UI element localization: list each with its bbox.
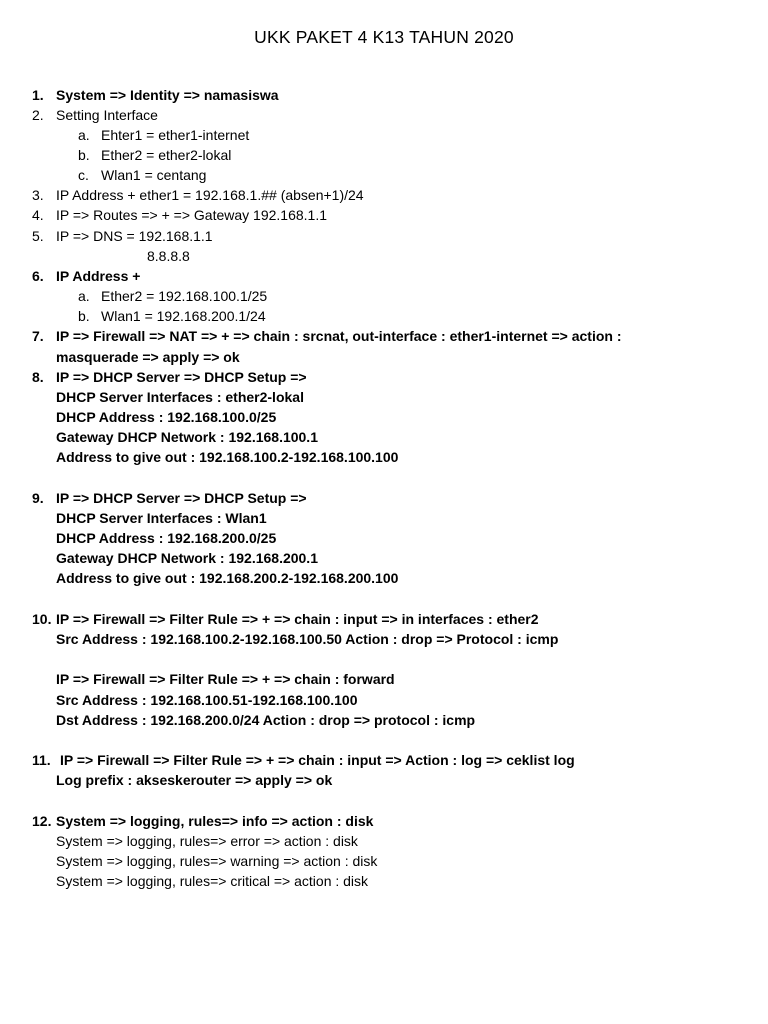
list-number: 11. [32, 752, 51, 768]
list-item-text: Wlan1 = 192.168.200.1/24 [101, 308, 266, 324]
list-item-text: IP => DNS = 192.168.1.1 [56, 228, 213, 244]
list-item-text: Wlan1 = centang [101, 167, 207, 183]
list-item-text: System => logging, rules=> warning => action : disk [56, 853, 378, 869]
list-item-text: IP => Routes => + => Gateway 192.168.1.1 [56, 207, 327, 223]
list-item-text: masquerade => apply => ok [56, 349, 240, 365]
list-item-text: DHCP Address : 192.168.100.0/25 [56, 409, 277, 425]
list-number: 3. [32, 187, 44, 203]
list-item-text: Address to give out : 192.168.100.2-192.168.100.100 [56, 449, 399, 465]
list-item-text: DHCP Server Interfaces : ether2-lokal [56, 389, 304, 405]
list-item-text: Gateway DHCP Network : 192.168.100.1 [56, 429, 318, 445]
list-item-text: System => logging, rules=> error => action : disk [56, 833, 358, 849]
list-number: a. [78, 288, 90, 304]
list-number: 7. [32, 328, 44, 344]
list-item-text: DHCP Server Interfaces : Wlan1 [56, 510, 267, 526]
list-number: 5. [32, 228, 44, 244]
list-item-text: IP => Firewall => NAT => + => chain : srcnat, out-interface : ether1-internet => action : [56, 328, 622, 344]
list-item-text: Ether2 = 192.168.100.1/25 [101, 288, 268, 304]
list-item-text: Gateway DHCP Network : 192.168.200.1 [56, 550, 318, 566]
list-item-text: IP Address + ether1 = 192.168.1.## (absen+1)/24 [56, 187, 364, 203]
list-number: 10. [32, 611, 52, 627]
list-number: 9. [32, 490, 44, 506]
list-item-text: IP => Firewall => Filter Rule => + => chain : input => Action : log => ceklist log [60, 752, 575, 768]
list-item-text: Dst Address : 192.168.200.0/24 Action : drop => protocol : icmp [56, 712, 476, 728]
list-item-text: System => Identity => namasiswa [56, 87, 279, 103]
list-number: 6. [32, 268, 44, 284]
list-item-text: IP => Firewall => Filter Rule => + => chain : forward [56, 671, 395, 687]
list-item-text: Ether2 = ether2-lokal [101, 147, 232, 163]
list-number: b. [78, 308, 90, 324]
list-item-text: Ehter1 = ether1-internet [101, 127, 250, 143]
list-item-text: System => logging, rules=> critical => action : disk [56, 873, 369, 889]
list-item-text: DHCP Address : 192.168.200.0/25 [56, 530, 277, 546]
list-number: 1. [32, 87, 44, 103]
list-item-text: Address to give out : 192.168.200.2-192.168.200.100 [56, 570, 399, 586]
list-item-text: IP => Firewall => Filter Rule => + => chain : input => in interfaces : ether2 [56, 611, 539, 627]
list-number: a. [78, 127, 90, 143]
page-title: UKK PAKET 4 K13 TAHUN 2020 [254, 27, 514, 47]
list-item-text: IP Address + [56, 268, 141, 284]
list-item-text: Src Address : 192.168.100.2-192.168.100.50 Action : drop => Protocol : icmp [56, 631, 559, 647]
list-number: 2. [32, 107, 44, 123]
list-item-text: Src Address : 192.168.100.51-192.168.100.100 [56, 692, 358, 708]
list-item-text: 8.8.8.8 [147, 248, 190, 264]
list-item-text: Setting Interface [56, 107, 158, 123]
list-number: 4. [32, 207, 44, 223]
list-number: 8. [32, 369, 44, 385]
list-number: b. [78, 147, 90, 163]
list-number: 12. [32, 813, 52, 829]
list-item-text: IP => DHCP Server => DHCP Setup => [56, 369, 307, 385]
list-item-text: Log prefix : akseskerouter => apply => ok [56, 772, 333, 788]
list-item-text: System => logging, rules=> info => action : disk [56, 813, 374, 829]
list-item-text: IP => DHCP Server => DHCP Setup => [56, 490, 307, 506]
list-number: c. [78, 167, 89, 183]
